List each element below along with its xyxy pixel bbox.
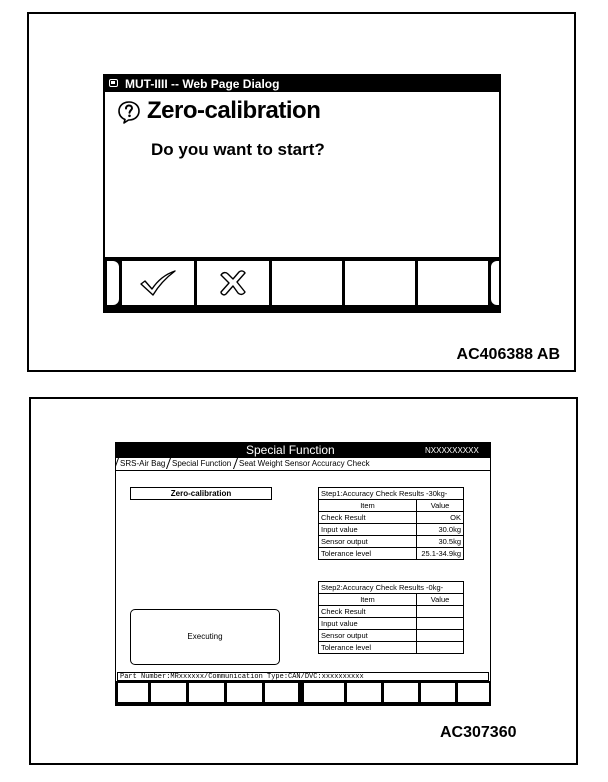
function-key-6[interactable] <box>304 683 344 702</box>
breadcrumb-seat-weight-sensor[interactable]: Seat Weight Sensor Accuracy Check <box>233 458 375 469</box>
function-key-2[interactable] <box>151 683 186 702</box>
special-function-screen <box>115 442 491 706</box>
dialog-button-edge-right <box>491 261 499 305</box>
function-key-9[interactable] <box>421 683 455 702</box>
blank-button-5[interactable] <box>418 261 488 305</box>
blank-button-3[interactable] <box>272 261 342 305</box>
column-header-item: Item <box>319 594 417 606</box>
function-key-8[interactable] <box>384 683 418 702</box>
row-value: 30.5kg <box>417 536 464 548</box>
row-item: Sensor output <box>319 536 417 548</box>
cancel-x-icon <box>219 270 247 296</box>
row-value: 25.1-34.9kg <box>417 548 464 560</box>
function-key-1[interactable] <box>118 683 148 702</box>
row-value <box>417 630 464 642</box>
column-header-item: Item <box>319 500 417 512</box>
function-key-4[interactable] <box>227 683 262 702</box>
screen-title: Special Function <box>246 443 335 457</box>
question-icon <box>117 100 141 124</box>
column-header-value: Value <box>417 500 464 512</box>
blank-button-4[interactable] <box>345 261 415 305</box>
table-row <box>319 630 464 642</box>
figure-id: AC406388 AB <box>456 346 560 363</box>
row-value <box>417 642 464 654</box>
table-row <box>319 618 464 630</box>
step2-title: Step2:Accuracy Check Results -0kg- <box>319 582 464 594</box>
dialog-button-bar <box>105 257 499 311</box>
status-line: Part Number:MRxxxxxx/Communication Type:CAN/DVC:xxxxxxxxxx <box>117 672 489 681</box>
row-item: Tolerance level <box>319 642 417 654</box>
function-key-3[interactable] <box>189 683 224 702</box>
row-item: Input value <box>319 618 417 630</box>
table-row <box>319 512 464 524</box>
cancel-button[interactable] <box>197 261 269 305</box>
row-value <box>417 618 464 630</box>
function-key-7[interactable] <box>347 683 381 702</box>
row-item: Tolerance level <box>319 548 417 560</box>
table-row <box>319 536 464 548</box>
table-row <box>319 606 464 618</box>
row-item: Check Result <box>319 512 417 524</box>
breadcrumb <box>116 458 372 469</box>
breadcrumb-special-function[interactable]: Special Function <box>166 458 236 469</box>
row-value <box>417 606 464 618</box>
function-key-bar <box>116 681 490 705</box>
table-row <box>319 524 464 536</box>
dialog-title: MUT-IIII -- Web Page Dialog <box>125 77 280 91</box>
figure-seat-weight-sensor-screen <box>29 397 578 765</box>
row-item: Check Result <box>319 606 417 618</box>
breadcrumb-srs-air-bag[interactable]: SRS-Air Bag <box>115 458 170 469</box>
figure-id: AC307360 <box>440 724 517 741</box>
function-key-5[interactable] <box>265 683 298 702</box>
vehicle-id-code: NXXXXXXXXX <box>425 446 479 455</box>
row-value: 30.0kg <box>417 524 464 536</box>
function-key-10[interactable] <box>458 683 489 702</box>
table-row <box>319 548 464 560</box>
ok-button[interactable] <box>122 261 194 305</box>
figure-zero-calibration-dialog <box>27 12 576 372</box>
dialog-question: Do you want to start? <box>151 140 325 159</box>
web-page-dialog <box>103 74 501 313</box>
checkmark-icon <box>139 270 177 296</box>
executing-status-box: Executing <box>130 609 280 665</box>
row-item: Input value <box>319 524 417 536</box>
step1-results-table <box>318 487 464 560</box>
step2-results-table <box>318 581 464 654</box>
step1-title: Step1:Accuracy Check Results -30kg- <box>319 488 464 500</box>
dialog-button-edge-left <box>107 261 119 305</box>
zero-calibration-label: Zero-calibration <box>130 487 272 500</box>
row-value: OK <box>417 512 464 524</box>
dialog-title-bar <box>105 76 499 92</box>
breadcrumb-divider <box>116 470 490 471</box>
screen-title-bar <box>116 443 490 458</box>
table-row <box>319 642 464 654</box>
window-icon <box>109 79 118 87</box>
column-header-value: Value <box>417 594 464 606</box>
dialog-heading: Zero-calibration <box>147 97 321 124</box>
row-item: Sensor output <box>319 630 417 642</box>
